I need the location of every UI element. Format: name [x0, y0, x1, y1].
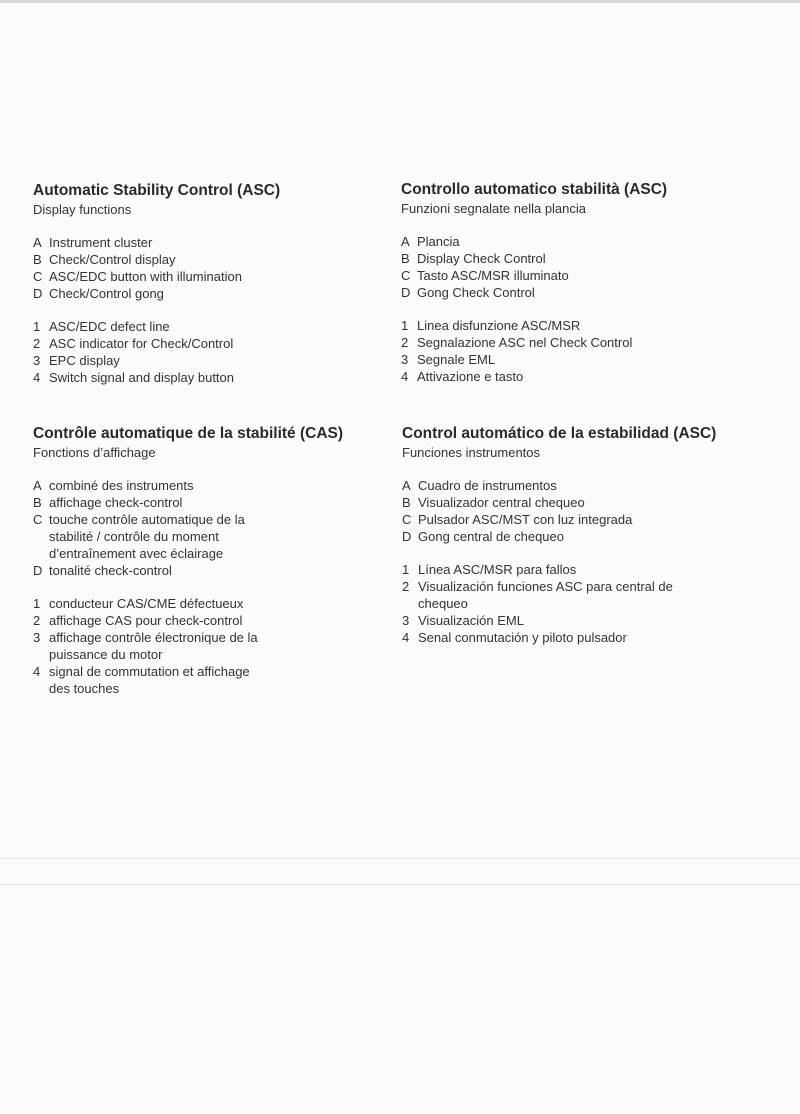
list-item: 4 signal de commutation et affichage des touches	[33, 664, 250, 696]
section-subtitle: Funciones instrumentos	[402, 445, 541, 460]
function-list	[402, 561, 677, 646]
list-item: 2 Segnalazione ASC nel Check Control	[401, 335, 633, 350]
function-list	[33, 318, 393, 386]
section-subtitle: Fonctions d’affichage	[33, 445, 156, 460]
list-item: 1 ASC/EDC defect line	[33, 319, 170, 334]
section-title: Control automático de la estabilidad (ASC)	[402, 425, 717, 442]
list-item: 3 Segnale EML	[401, 352, 496, 367]
section-italian	[401, 180, 761, 385]
section-french	[33, 424, 344, 697]
list-item: A Plancia	[401, 234, 460, 249]
list-item: 3 Visualización EML	[402, 613, 524, 628]
list-item: 3 affichage contrôle électronique de la puissance du motor	[33, 630, 258, 662]
list-item: C ASC/EDC button with illumination	[33, 269, 242, 284]
list-item: A Instrument cluster	[33, 235, 153, 250]
function-list	[33, 595, 273, 697]
section-title: Controllo automatico stabilità (ASC)	[401, 181, 668, 198]
component-list	[33, 477, 273, 579]
list-item: 1 conducteur CAS/CME défectueux	[33, 596, 244, 611]
list-item: B Check/Control display	[33, 252, 176, 267]
list-item: 4 Attivazione e tasto	[401, 369, 524, 384]
component-list	[33, 234, 393, 302]
list-item: D tonalité check-control	[33, 563, 172, 578]
list-item: 4 Senal conmutación y piloto pulsador	[402, 630, 627, 645]
list-item: 2 ASC indicator for Check/Control	[33, 336, 234, 351]
section-subtitle: Display functions	[33, 202, 132, 217]
top-edge-line	[0, 0, 800, 3]
page-crease-line	[0, 884, 800, 885]
page-crease-line	[0, 858, 800, 859]
section-english	[33, 181, 393, 386]
list-item: B Visualizador central chequeo	[402, 495, 585, 510]
list-item: 4 Switch signal and display button	[33, 370, 235, 385]
component-list	[401, 233, 761, 301]
list-item: C Pulsador ASC/MST con luz integrada	[402, 512, 633, 527]
component-list	[402, 477, 677, 545]
function-list	[401, 317, 761, 385]
section-title: Automatic Stability Control (ASC)	[33, 182, 281, 199]
list-item: D Gong central de chequeo	[402, 529, 564, 544]
list-item: 1 Linea disfunzione ASC/MSR	[401, 318, 581, 333]
section-title: Contrôle automatique de la stabilité (CAS)	[33, 425, 344, 442]
section-subtitle: Funzioni segnalate nella plancia	[401, 201, 587, 216]
list-item: C Tasto ASC/MSR illuminato	[401, 268, 569, 283]
list-item: B affichage check-control	[33, 495, 183, 510]
list-item: 3 EPC display	[33, 353, 120, 368]
list-item: 2 Visualización funciones ASC para central de chequeo	[402, 579, 673, 611]
list-item: D Check/Control gong	[33, 286, 164, 301]
section-spanish	[402, 424, 717, 646]
list-item: D Gong Check Control	[401, 285, 535, 300]
list-item: C touche contrôle automatique de la stabilité / contrôle du moment d’entraînement avec éclairage	[33, 512, 245, 561]
list-item: A combiné des instruments	[33, 478, 194, 493]
list-item: A Cuadro de instrumentos	[402, 478, 557, 493]
list-item: B Display Check Control	[401, 251, 546, 266]
list-item: 2 affichage CAS pour check-control	[33, 613, 243, 628]
list-item: 1 Línea ASC/MSR para fallos	[402, 562, 577, 577]
